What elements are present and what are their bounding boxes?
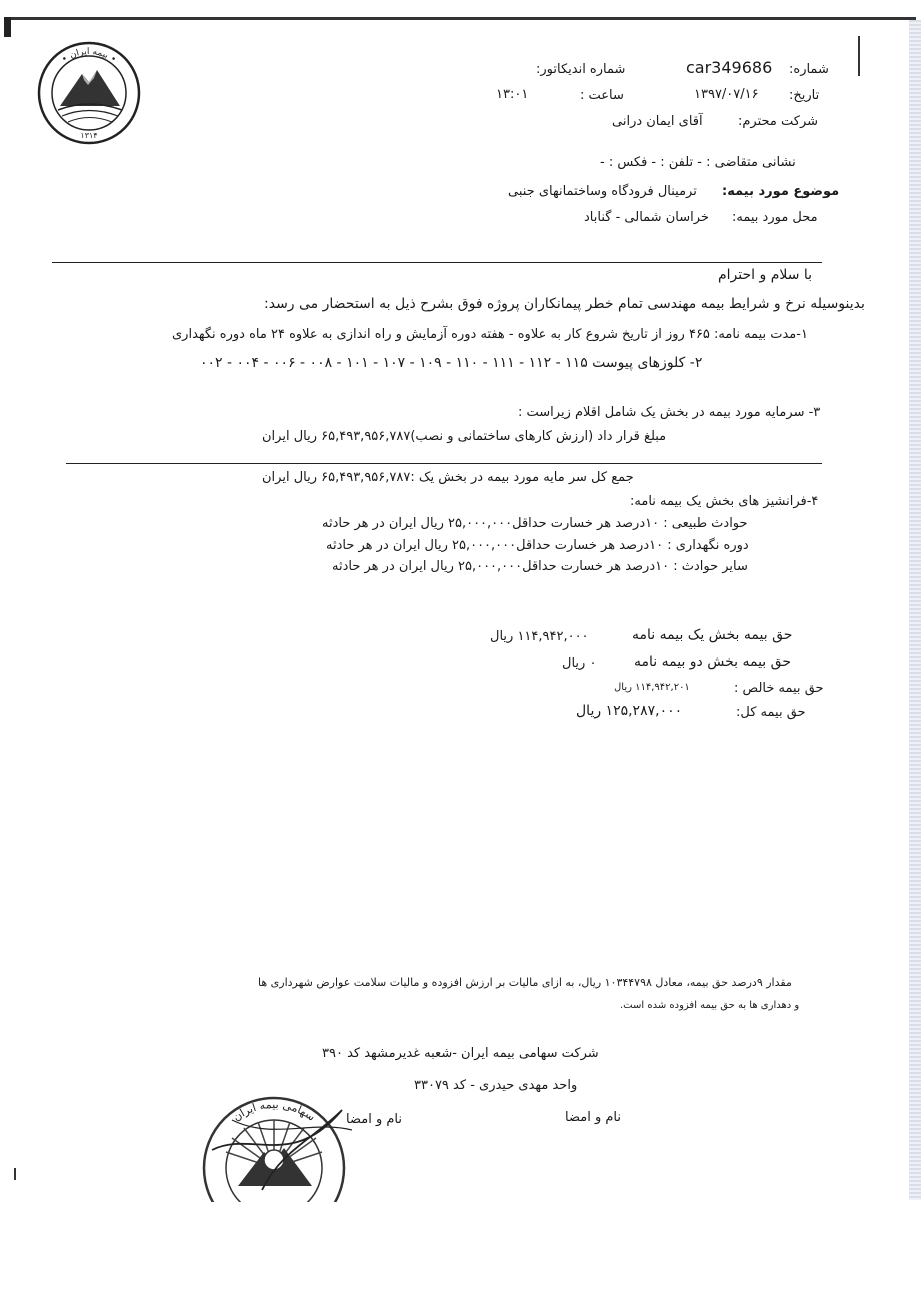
svg-text:سهامی بیمه ایران: سهامی بیمه ایران: [230, 1097, 318, 1124]
premium-net-value: ۱۱۴,۹۴۲,۲۰۱ ریال: [614, 682, 690, 693]
premium-part2-label: حق بیمه بخش دو بیمه نامه: [634, 654, 791, 670]
svg-text:۱۳۱۴: ۱۳۱۴: [80, 131, 98, 140]
item-clauses: ۲- کلوزهای پیوست ۱۱۵ - ۱۱۲ - ۱۱۱ - ۱۱۰ - ۱۰۹ - ۱۰۷ - ۱۰۱ - ۰۰۸ - ۰۰۶ - ۰۰۴ - ۰۰۲: [200, 355, 703, 371]
time-value: ۱۳:۰۱: [496, 87, 529, 102]
tax-note-line1: مقدار ۹درصد حق بیمه، معادل ۱۰۳۴۴۷۹۸ ریال، به ازای مالیات بر ارزش افزوده و مالیات سلامت عوارض شهرداری ها: [258, 976, 792, 989]
number-label: شماره:: [789, 62, 829, 77]
date-label: تاریخ:: [789, 88, 820, 103]
scan-corner-mark: [4, 17, 11, 37]
branch-company: شرکت سهامی بیمه ایران -شعبه غدیرمشهد کد ۳۹۰: [322, 1046, 599, 1061]
date-value: ۱۳۹۷/۰۷/۱۶: [694, 87, 759, 102]
insurance-logo: [36, 40, 142, 146]
indicator-label: شماره اندیکاتور:: [536, 62, 626, 77]
location-value: خراسان شمالی - گناباد: [584, 210, 709, 225]
premium-part1-label: حق بیمه بخش یک بیمه نامه: [632, 627, 793, 643]
premium-part2-value: ۰ ریال: [562, 656, 597, 671]
franchise-maintenance: دوره نگهداری : ۱۰درصد هر خسارت حداقل۲۵,۰۰۰,۰۰۰ ریال ایران در هر حادثه: [326, 538, 749, 553]
address-line: نشانی متقاضی : - تلفن : - فکس : -: [600, 155, 796, 170]
company-value: آقای ایمان درانی: [612, 114, 703, 129]
premium-total-value: ۱۲۵,۲۸۷,۰۰۰ ریال: [576, 703, 683, 719]
tax-note-line2: و دهداری ها به حق بیمه افزوده شده است.: [620, 1000, 800, 1011]
scan-side-strip: [909, 20, 921, 1200]
scan-top-edge: [4, 17, 916, 20]
header-divider: [52, 262, 822, 263]
capital-total: جمع کل سر مایه مورد بیمه در بخش یک :۶۵,۴۹۳,۹۵۶,۷۸۷ ریال ایران: [262, 470, 634, 485]
item-franchise: ۴-فرانشیز های بخش یک بیمه نامه:: [630, 494, 819, 509]
number-value: car349686: [686, 58, 773, 77]
time-label: ساعت :: [580, 88, 624, 103]
premium-net-label: حق بیمه خالص :: [734, 681, 824, 696]
company-label: شرکت محترم:: [738, 114, 819, 129]
company-stamp: [192, 1090, 362, 1202]
contract-amount: مبلغ قرار داد (ارزش کارهای ساختمانی و نصب)۶۵,۴۹۳,۹۵۶,۷۸۷ ریال ایران: [262, 429, 667, 444]
svg-text:• بیمه ایران •: • بیمه ایران •: [60, 46, 118, 66]
franchise-other: سایر حوادث : ۱۰درصد هر خسارت حداقل۲۵,۰۰۰,۰۰۰ ریال ایران در هر حادثه: [332, 559, 748, 574]
branch-unit: واحد مهدی حیدری - کد ۳۳۰۷۹: [414, 1078, 578, 1093]
item-capital: ۳- سرمایه مورد بیمه در بخش یک شامل اقلام زیراست :: [518, 405, 821, 420]
scan-mark: [858, 36, 860, 76]
franchise-natural: حوادث طبیعی : ۱۰درصد هر خسارت حداقل۲۵,۰۰۰,۰۰۰ ریال ایران در هر حادثه: [322, 516, 748, 531]
scan-mark: [14, 1168, 16, 1180]
intro-text: بدینوسیله نرخ و شرایط بیمه مهندسی تمام خطر پیمانکاران پروژه فوق بشرح ذیل به استحضار می رسد:: [264, 296, 865, 312]
location-label: محل مورد بیمه:: [732, 210, 818, 225]
greeting: با سلام و احترام: [718, 267, 813, 283]
subject-value: ترمینال فرودگاه وساختمانهای جنبی: [508, 184, 697, 199]
subject-label: موضوع مورد بیمه:: [722, 184, 840, 199]
item-duration: ۱-مدت بیمه نامه: ۴۶۵ روز از تاریخ شروع کار به علاوه - هفته دوره آزمایش و راه اندازی به علاوه ۲۴ ماه دوره نگهداری: [172, 327, 808, 342]
premium-part1-value: ۱۱۴,۹۴۲,۰۰۰ ریال: [490, 629, 589, 644]
signature-label-right: نام و امضا: [565, 1110, 621, 1125]
signature-label-left: نام و امضا: [346, 1112, 402, 1127]
capital-divider: [66, 463, 822, 464]
premium-total-label: حق بیمه کل:: [736, 705, 806, 720]
